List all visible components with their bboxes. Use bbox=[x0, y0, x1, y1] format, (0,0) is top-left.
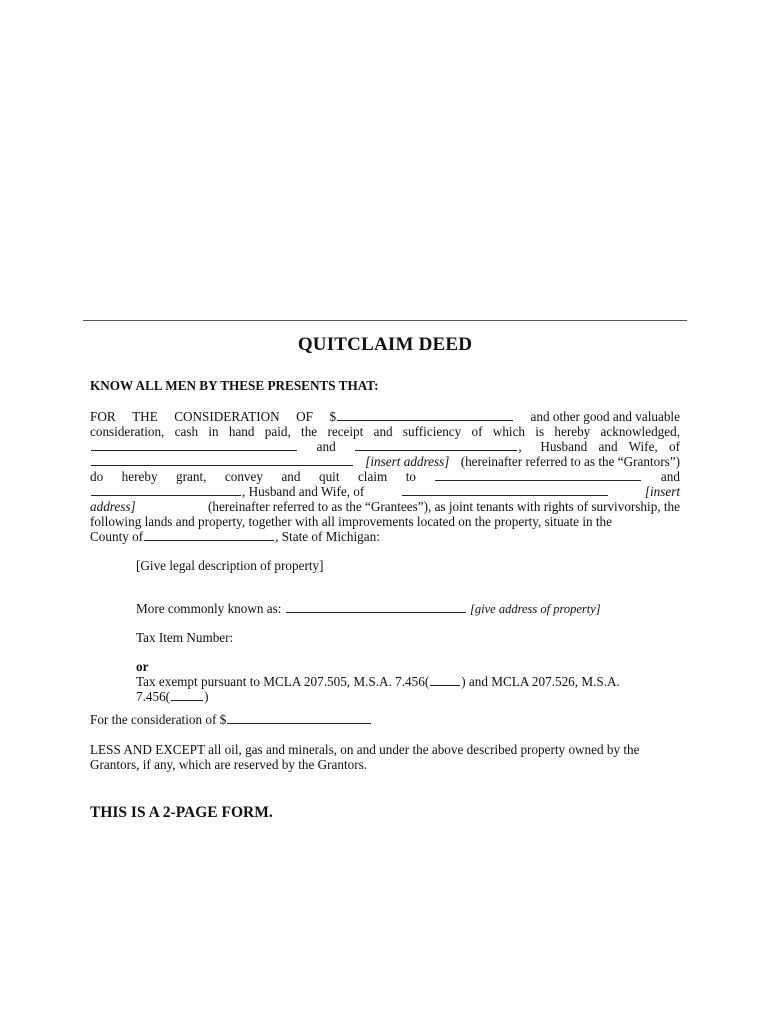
legal-description: [Give legal description of property] bbox=[136, 558, 324, 573]
document-title: QUITCLAIM DEED bbox=[297, 334, 473, 355]
for-consideration-label: For the consideration of $ bbox=[90, 712, 227, 727]
less-except-paragraph bbox=[90, 742, 680, 772]
comma: , bbox=[518, 439, 522, 454]
dollar-sign: $ bbox=[329, 409, 337, 424]
consideration-line-3 bbox=[90, 439, 680, 454]
grantor-1-blank[interactable] bbox=[91, 439, 297, 451]
grantee-1-blank[interactable] bbox=[435, 469, 641, 481]
insert-hint: [insert bbox=[644, 484, 680, 499]
grantee-2-blank[interactable] bbox=[91, 484, 241, 496]
known-as-line bbox=[136, 601, 680, 616]
word: FOR bbox=[90, 409, 116, 424]
word: and bbox=[281, 469, 301, 484]
less-except-line-2: Grantors, if any, which are reserved by the Grantors. bbox=[90, 757, 368, 772]
header-rule bbox=[83, 320, 687, 321]
for-consideration-line bbox=[90, 712, 680, 727]
paren: ) bbox=[204, 689, 209, 704]
for-consideration-blank[interactable] bbox=[227, 712, 371, 724]
deed-body bbox=[90, 378, 680, 820]
grantors-definition: (hereinafter referred to as the “Grantors”) bbox=[460, 454, 680, 469]
husband-wife-text: , Husband and Wife, of bbox=[242, 484, 365, 499]
two-page-note: THIS IS A 2-PAGE FORM. bbox=[90, 804, 273, 821]
or-label: or bbox=[136, 659, 149, 674]
grantees-definition: (hereinafter referred to as the “Grantees”), as joint tenants with rights of survivorship, the bbox=[207, 499, 680, 514]
tax-exempt-line-2 bbox=[136, 689, 680, 704]
consideration-line-1-end: and other good and valuable bbox=[530, 409, 680, 424]
word: quit bbox=[318, 469, 340, 484]
property-address-hint: [give address of property] bbox=[470, 602, 601, 616]
word: convey bbox=[224, 469, 263, 484]
amount-group bbox=[329, 409, 514, 424]
word: to bbox=[405, 469, 416, 484]
tax-exempt-line-1 bbox=[136, 674, 680, 689]
county-label: County of bbox=[90, 529, 144, 544]
tax-exempt-text bbox=[136, 674, 620, 689]
consideration-line-6 bbox=[90, 484, 680, 499]
consideration-amount-blank[interactable] bbox=[337, 409, 513, 421]
tax-exempt-end: ) and MCLA 207.526, M.S.A. bbox=[461, 674, 620, 689]
consideration-line-3-end: Husband and Wife, of bbox=[540, 439, 680, 454]
grantor-2-blank[interactable] bbox=[355, 439, 517, 451]
know-all-men-heading: KNOW ALL MEN BY THESE PRESENTS THAT: bbox=[90, 378, 379, 393]
less-except-line-1: LESS AND EXCEPT all oil, gas and minerals, on and under the above described property owned by the bbox=[90, 742, 640, 757]
known-as-label: More commonly known as: bbox=[136, 601, 282, 616]
word: THE bbox=[132, 409, 158, 424]
consideration-paragraph bbox=[90, 409, 680, 544]
address-hint: address] bbox=[90, 499, 136, 514]
consideration-line-7 bbox=[90, 499, 680, 514]
word: and bbox=[660, 469, 680, 484]
msa-text: 7.456( bbox=[136, 689, 171, 704]
word: do bbox=[90, 469, 104, 484]
insert-address-hint: [insert address] bbox=[365, 454, 450, 469]
consideration-line-8 bbox=[90, 514, 680, 529]
tax-item-number: Tax Item Number: bbox=[136, 630, 234, 645]
word: and bbox=[316, 439, 336, 454]
grantor-address-blank[interactable] bbox=[91, 454, 353, 466]
msa-blank-2[interactable] bbox=[171, 689, 203, 701]
consideration-line-4 bbox=[90, 454, 680, 469]
word: CONSIDERATION bbox=[174, 409, 280, 424]
consideration-line-2-text: consideration, cash in hand paid, the receipt and sufficiency of which is hereby acknowledged, bbox=[90, 424, 680, 439]
word: claim bbox=[357, 469, 388, 484]
word: OF bbox=[296, 409, 314, 424]
county-blank[interactable] bbox=[144, 529, 274, 541]
consideration-line-5 bbox=[90, 469, 680, 484]
msa-blank-1[interactable] bbox=[430, 674, 460, 686]
tax-exempt-paragraph bbox=[136, 674, 680, 704]
state-text: , State of Michigan: bbox=[275, 529, 380, 544]
consideration-line-1 bbox=[90, 409, 680, 424]
consideration-line-9 bbox=[90, 529, 680, 544]
consideration-line-8-text: following lands and property, together with all improvements located on the property, situate in the bbox=[90, 514, 612, 529]
word: hereby bbox=[121, 469, 158, 484]
property-address-blank[interactable] bbox=[286, 601, 466, 613]
word: grant, bbox=[176, 469, 207, 484]
consideration-line-2 bbox=[90, 424, 680, 439]
grantee-address-blank[interactable] bbox=[402, 484, 608, 496]
tax-exempt-start: Tax exempt pursuant to MCLA 207.505, M.S.A. 7.456( bbox=[136, 674, 430, 689]
